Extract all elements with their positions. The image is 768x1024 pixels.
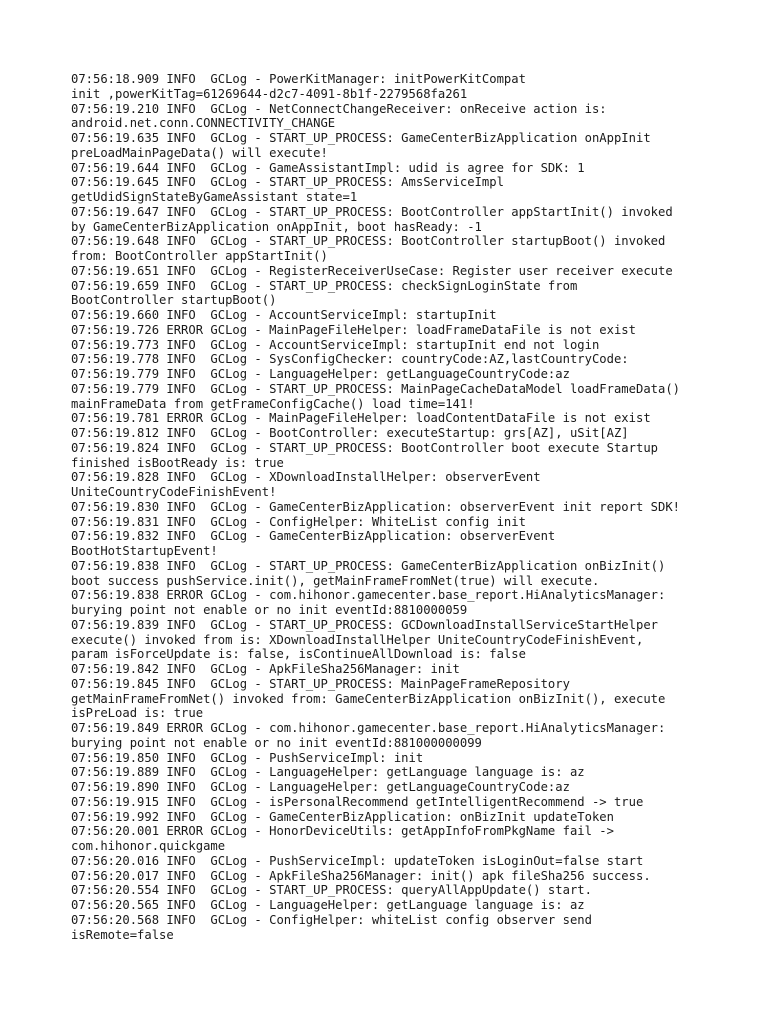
log-line: mainFrameData from getFrameConfigCache() load time=141! [71,396,475,411]
log-line: android.net.conn.CONNECTIVITY_CHANGE [71,116,336,131]
log-line: BootController startupBoot() [71,293,277,308]
log-line: 07:56:20.568 INFO GCLog - ConfigHelper: whiteList config observer send [71,912,592,927]
log-line: 07:56:19.828 INFO GCLog - XDownloadInstallHelper: observerEvent [71,470,541,485]
log-line: isRemote=false [71,927,174,942]
log-line: isPreLoad is: true [71,706,204,721]
log-line: 07:56:19.842 INFO GCLog - ApkFileSha256Manager: init [71,662,460,676]
log-line: 07:56:19.831 INFO GCLog - ConfigHelper: WhiteList config init [71,514,526,529]
log-line: BootHotStartupEvent! [71,544,218,558]
log-line: 07:56:20.001 ERROR GCLog - HonorDeviceUtils: getAppInfoFromPkgName fail -> [71,824,614,839]
log-line: from: BootController appStartInit() [71,249,328,263]
log-line: 07:56:19.845 INFO GCLog - START_UP_PROCESS: MainPageFrameRepository [71,676,570,691]
log-line: 07:56:19.915 INFO GCLog - isPersonalRecommend getIntelligentRecommend -> true [71,794,644,809]
log-line: getMainFrameFromNet() invoked from: GameCenterBizApplication onBizInit(), execute [71,691,666,706]
log-line: 07:56:19.210 INFO GCLog - NetConnectChangeReceiver: onReceive action is: [71,101,607,116]
log-line: 07:56:19.890 INFO GCLog - LanguageHelper: getLanguageCountryCode:az [71,780,570,794]
log-line: UniteCountryCodeFinishEvent! [71,485,277,499]
log-line: 07:56:19.644 INFO GCLog - GameAssistantImpl: udid is agree for SDK: 1 [71,160,585,175]
log-line: by GameCenterBizApplication onAppInit, boot hasReady: -1 [71,219,482,234]
log-line: 07:56:19.645 INFO GCLog - START_UP_PROCESS: AmsServiceImpl [71,175,504,190]
log-line: 07:56:19.781 ERROR GCLog - MainPageFileHelper: loadContentDataFile is not exist [71,411,651,426]
log-text-block [71,72,761,942]
log-line: 07:56:19.660 INFO GCLog - AccountServiceImpl: startupInit [71,308,497,322]
log-line: com.hihonor.quickgame [71,839,226,853]
log-line: 07:56:19.992 INFO GCLog - GameCenterBizApplication: onBizInit updateToken [71,809,614,824]
log-line: 07:56:19.849 ERROR GCLog - com.hihonor.gamecenter.base_report.HiAnalyticsManager: [71,721,666,735]
log-line: 07:56:19.647 INFO GCLog - START_UP_PROCESS: BootController appStartInit() invoked [71,204,673,219]
log-line: getUdidSignStateByGameAssistant state=1 [71,190,358,204]
log-line: 07:56:20.017 INFO GCLog - ApkFileSha256Manager: init() apk fileSha256 success. [71,868,651,883]
log-line: 07:56:19.773 INFO GCLog - AccountServiceImpl: startupInit end not login [71,337,600,352]
log-line: execute() invoked from is: XDownloadInstallHelper UniteCountryCodeFinishEvent, [71,632,644,647]
log-line: 07:56:19.839 INFO GCLog - START_UP_PROCESS: GCDownloadInstallServiceStartHelper [71,617,658,632]
log-line: param isForceUpdate is: false, isContinueAllDownload is: false [71,647,526,662]
log-line: 07:56:19.779 INFO GCLog - LanguageHelper: getLanguageCountryCode:az [71,367,570,381]
log-line: 07:56:18.909 INFO GCLog - PowerKitManager: initPowerKitCompat [71,72,526,86]
log-line: burying point not enable or no init eventId:881000000099 [71,735,482,750]
log-line: 07:56:20.565 INFO GCLog - LanguageHelper: getLanguage language is: az [71,898,585,912]
log-line: 07:56:19.838 INFO GCLog - START_UP_PROCESS: GameCenterBizApplication onBizInit() [71,558,666,573]
log-line: 07:56:19.659 INFO GCLog - START_UP_PROCESS: checkSignLoginState from [71,278,578,293]
log-line: burying point not enable or no init eventId:8810000059 [71,603,468,617]
log-line: 07:56:19.778 INFO GCLog - SysConfigChecker: countryCode:AZ,lastCountryCode: [71,352,629,367]
log-line: 07:56:19.651 INFO GCLog - RegisterReceiverUseCase: Register user receiver execute [71,263,673,278]
log-line: 07:56:19.635 INFO GCLog - START_UP_PROCESS: GameCenterBizApplication onAppInit [71,131,651,145]
log-line: finished isBootReady is: true [71,455,284,470]
log-line: 07:56:19.648 INFO GCLog - START_UP_PROCESS: BootController startupBoot() invoked [71,234,666,249]
log-line: 07:56:19.832 INFO GCLog - GameCenterBizApplication: observerEvent [71,529,556,544]
log-line: 07:56:19.779 INFO GCLog - START_UP_PROCESS: MainPageCacheDataModel loadFrameData() [71,381,681,396]
log-line: 07:56:19.889 INFO GCLog - LanguageHelper: getLanguage language is: az [71,765,585,780]
log-line: 07:56:19.824 INFO GCLog - START_UP_PROCESS: BootController boot execute Startup [71,440,658,455]
log-line: 07:56:19.838 ERROR GCLog - com.hihonor.gamecenter.base_report.HiAnalyticsManager: [71,588,666,603]
log-line: preLoadMainPageData() will execute! [71,145,328,160]
log-line: 07:56:19.726 ERROR GCLog - MainPageFileHelper: loadFrameDataFile is not exist [71,322,636,337]
log-line: 07:56:20.554 INFO GCLog - START_UP_PROCESS: queryAllAppUpdate() start. [71,883,592,898]
log-line: boot success pushService.init(), getMainFrameFromNet(true) will execute. [71,573,600,588]
log-line: 07:56:19.812 INFO GCLog - BootController: executeStartup: grs[AZ], uSit[AZ] [71,426,629,440]
log-line: 07:56:19.850 INFO GCLog - PushServiceImpl: init [71,750,424,765]
log-line: init ,powerKitTag=61269644-d2c7-4091-8b1f-2279568fa261 [71,86,468,101]
log-line: 07:56:20.016 INFO GCLog - PushServiceImpl: updateToken isLoginOut=false start [71,853,644,868]
log-line: 07:56:19.830 INFO GCLog - GameCenterBizApplication: observerEvent init report SDK! [71,499,681,514]
